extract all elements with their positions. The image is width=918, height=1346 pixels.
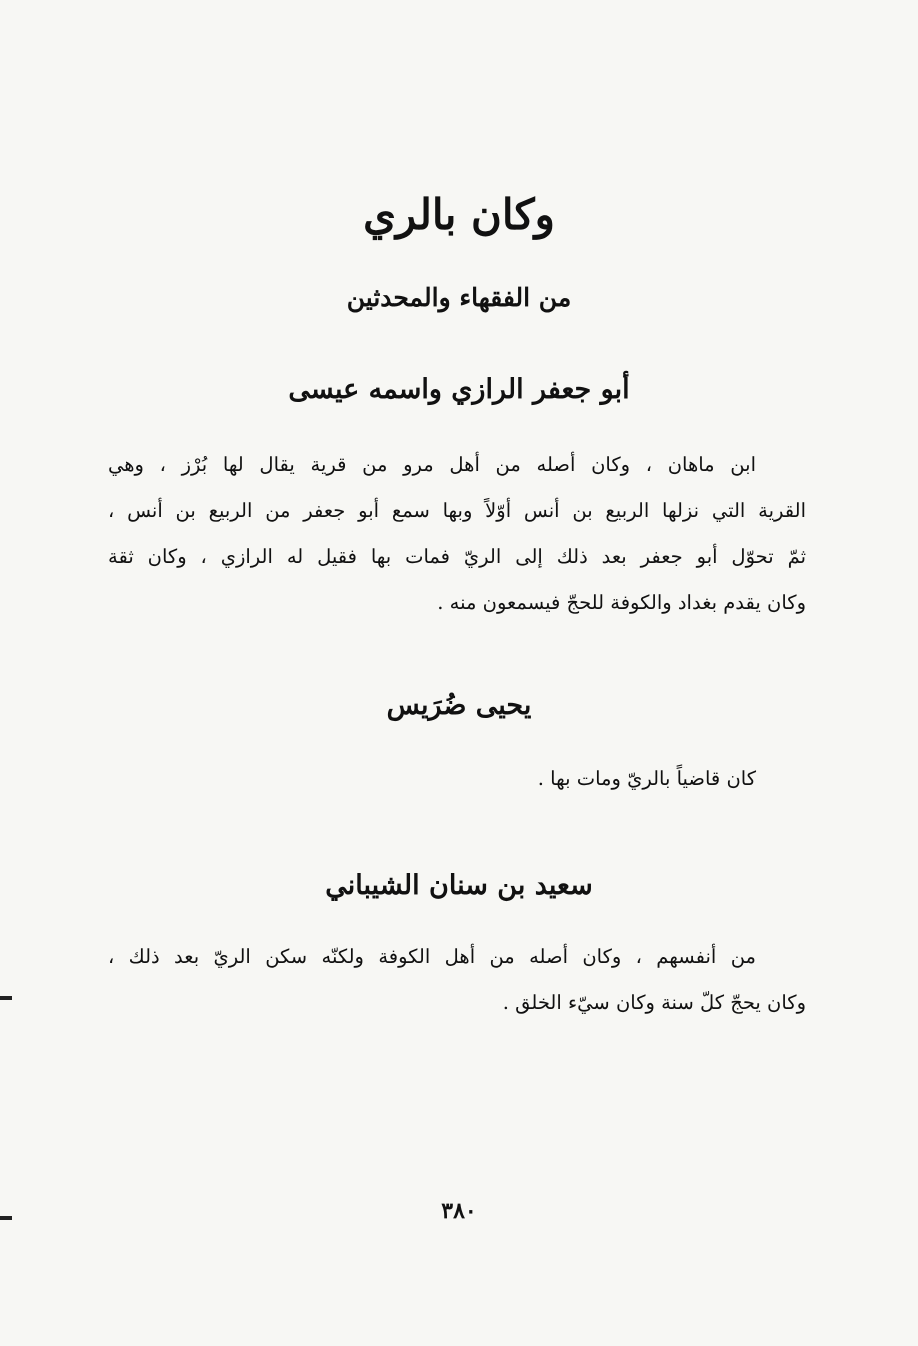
scan-margin-mark [0,996,12,1000]
paragraph-line: القرية التي نزلها الربيع بن أنس أوّلاً وبها سمع أبو جعفر من الربيع بن أنس ، [108,499,806,522]
paragraph-line: كان قاضياً بالريّ ومات بها . [537,767,756,790]
paragraph-line: من أنفسهم ، وكان أصله من أهل الكوفة ولكنّه سكن الريّ بعد ذلك ، [108,945,756,968]
main-heading: وكان بالري [363,190,555,239]
scan-margin-mark [0,1216,12,1220]
paragraph-line: وكان يقدم بغداد والكوفة للحجّ فيسمعون منه . [437,591,806,614]
sub-heading: من الفقهاء والمحدثين [346,283,572,312]
section-body-abu-jafar [108,442,806,626]
paragraph-line: وكان يحجّ كلّ سنة وكان سيّء الخلق . [502,991,806,1014]
section-body-said [108,934,806,1026]
section-body-yahya [108,756,806,802]
section-title-said: سعيد بن سنان الشيباني [325,870,593,901]
paragraph-line: ثمّ تحوّل أبو جعفر بعد ذلك إلى الريّ فمات بها فقيل له الرازي ، وكان ثقة [108,545,806,568]
paragraph-line: ابن ماهان ، وكان أصله من أهل مرو من قرية يقال لها بُرْز ، وهي [108,453,756,476]
page-number: ٣٨٠ [441,1198,477,1224]
section-title-abu-jafar: أبو جعفر الرازي واسمه عيسى [288,374,630,405]
section-title-yahya: يحيى ضُرَيس [386,690,532,721]
